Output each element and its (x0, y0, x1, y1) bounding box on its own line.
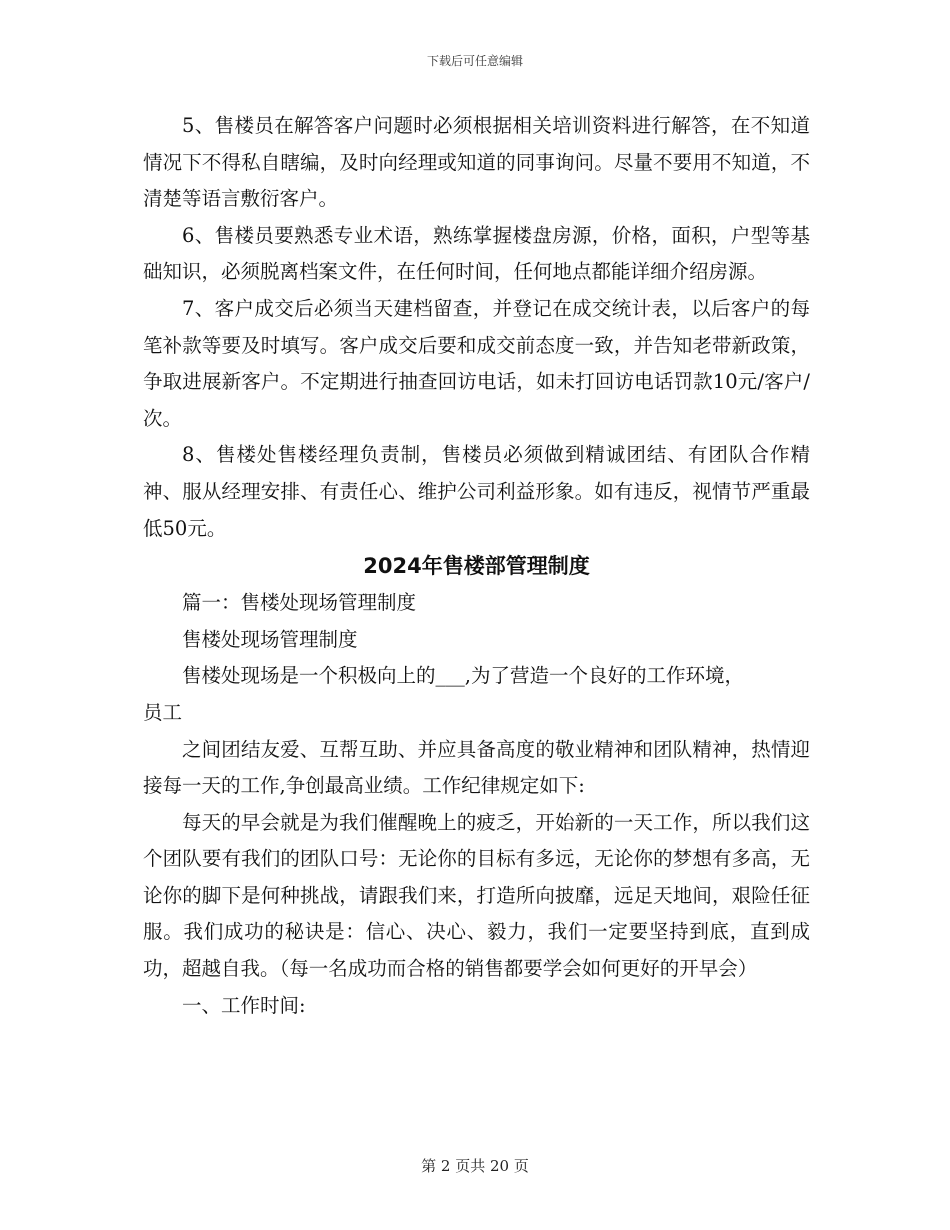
paragraph-subtitle: 售楼处现场管理制度 (182, 627, 358, 651)
page-header: 下载后可任意编辑 (426, 54, 523, 68)
paragraph-work-hours-heading: 一、工作时间: (182, 993, 306, 1017)
paragraph-rule-5: 5、售楼员在解答客户问题时必须根据相关培训资料进行解答，在不知道情况下不得私自瞎编，及时向经理或知道的同事询问。尽量不要用不知道，不清楚等语言敷衍客户。 (143, 114, 810, 211)
paragraph-intro: 售楼处现场是一个积极向上的___,为了营造一个良好的工作环境， (182, 664, 744, 688)
paragraph-teamwork: 之间团结友爱、互帮互助、并应具备高度的敬业精神和团队精神，热情迎接每一天的工作,争创最高业绩。工作纪律规定如下: (143, 737, 810, 798)
paragraph-chapter-heading: 篇一：售楼处现场管理制度 (182, 591, 417, 615)
paragraph-rule-7: 7、客户成交后必须当天建档留查，并登记在成交统计表，以后客户的每笔补款等要及时填写。客户成交后要和成交前态度一致，并告知老带新政策，争取进展新客户。不定期进行抽查回访电话，如未打回访电话罚款10元/客户/次。 (143, 296, 810, 430)
paragraph-morning-meeting: 每天的早会就是为我们催醒晚上的疲乏，开始新的一天工作，所以我们这个团队要有我们的团队口号：无论你的目标有多远，无论你的梦想有多高，无论你的脚下是何种挑战，请跟我们来，打造所向披靡，远足天地间，艰险任征服。我们成功的秘诀是：信心、决心、毅力，我们一定要坚持到底，直到成功，超越自我。（每一名成功而合格的销售都要学会如何更好的开早会） (143, 810, 810, 981)
document-body (143, 108, 810, 1024)
paragraph-rule-6: 6、售楼员要熟悉专业术语，熟练掌握楼盘房源，价格，面积，户型等基础知识，必须脱离档案文件，在任何时间，任何地点都能详细介绍房源。 (143, 223, 810, 284)
section-title: 2024年售楼部管理制度 (363, 554, 590, 579)
paragraph-intro-continued: 员工 (143, 700, 183, 724)
page-footer: 第 2 页共 20 页 (421, 1157, 529, 1175)
paragraph-rule-8: 8、售楼处售楼经理负责制，售楼员必须做到精诚团结、有团队合作精神、服从经理安排、有责任心、维护公司利益形象。如有违反，视情节严重最低50元。 (143, 443, 810, 540)
